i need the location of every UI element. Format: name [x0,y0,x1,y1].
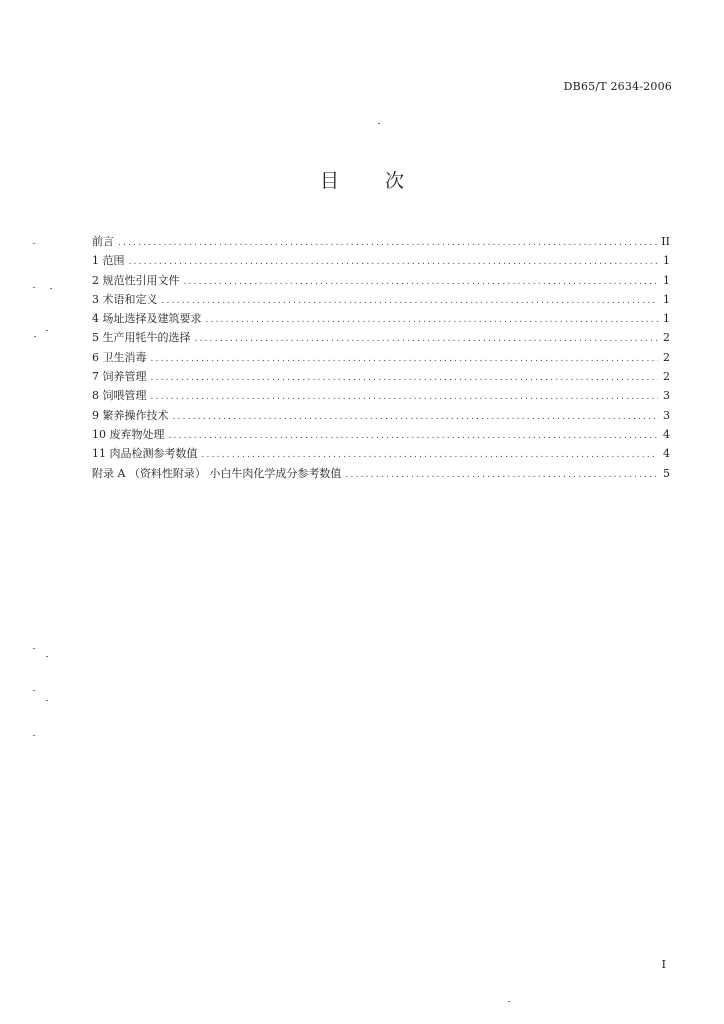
toc-entry-label: 10 废弃物处理 [92,427,165,441]
title-char-1: 目 [319,170,339,192]
toc-entry-page: 1 [663,312,670,326]
toc-entry[interactable] [92,368,670,387]
toc-entry-label: 5 生产用牦牛的选择 [92,331,191,345]
scan-speck [46,656,48,657]
toc-entry-label: 6 卫生消毒 [92,350,147,364]
toc-entry[interactable] [92,233,670,252]
toc-leader-dots [151,354,659,364]
toc-leader-dots [173,412,659,422]
toc-leader-dots [151,373,659,383]
toc-leader-dots [151,392,659,402]
toc-entry[interactable] [92,349,670,368]
toc-leader-dots [129,257,659,267]
toc-entry[interactable] [92,426,670,445]
toc-entry-label: 4 场址选择及建筑要求 [92,312,202,326]
page-number: I [661,958,666,971]
toc-entry-label: 8 饲喂管理 [92,389,147,403]
toc-leader-dots [184,277,659,287]
toc-entry-label: 前言 [92,235,114,248]
scan-speck [50,288,52,289]
title-char-2: 次 [385,170,405,192]
scan-speck [33,735,35,736]
toc-entry[interactable] [92,445,670,464]
toc-entry[interactable] [92,407,670,426]
toc-entry-page: 2 [663,370,670,384]
page-title [0,166,724,193]
toc-entry[interactable] [92,272,670,291]
toc-leader-dots [206,315,659,325]
toc-leader-dots [195,334,659,344]
scan-speck [46,330,48,331]
toc-entry-page: 4 [663,427,670,441]
toc-entry-page: 1 [663,254,670,268]
toc-entry-label: 9 繁养操作技术 [92,408,169,422]
toc-entry-label: 2 规范性引用文件 [92,273,180,287]
toc-entry-page: 1 [663,292,670,306]
toc-entry[interactable] [92,387,670,406]
toc-entry[interactable] [92,310,670,329]
scan-speck [508,1001,510,1002]
toc-entry-page: 2 [663,350,670,364]
toc-entry-label: 11 肉品检测参考数值 [92,447,198,461]
toc-entry[interactable] [92,252,670,271]
scan-speck [378,123,380,124]
toc-leader-dots [118,238,657,248]
scan-speck [33,243,35,244]
toc-entry-label: 1 范围 [92,254,125,268]
toc-entry-label: 7 饲养管理 [92,370,147,384]
table-of-contents [92,233,670,484]
document-code: DB65/T 2634-2006 [563,80,672,93]
toc-entry-page: 3 [663,389,670,403]
scan-speck [46,700,48,701]
toc-leader-dots [169,431,659,441]
toc-entry[interactable] [92,291,670,310]
toc-entry-page: 5 [663,466,670,480]
toc-entry[interactable] [92,329,670,348]
toc-leader-dots [202,450,659,460]
toc-entry-page: II [661,235,670,248]
toc-entry-page: 4 [663,447,670,461]
toc-leader-dots [345,470,658,480]
scan-speck [33,690,35,691]
toc-leader-dots [162,296,659,306]
toc-entry[interactable] [92,465,670,484]
toc-entry-page: 2 [663,331,670,345]
toc-entry-label: 3 术语和定义 [92,292,158,306]
scan-speck [34,336,36,337]
scan-speck [33,648,35,649]
toc-entry-page: 1 [663,273,670,287]
toc-entry-label: 附录 A （资料性附录） 小白牛肉化学成分参考数值 [92,466,342,480]
toc-entry-page: 3 [663,408,670,422]
scan-speck [33,287,35,288]
